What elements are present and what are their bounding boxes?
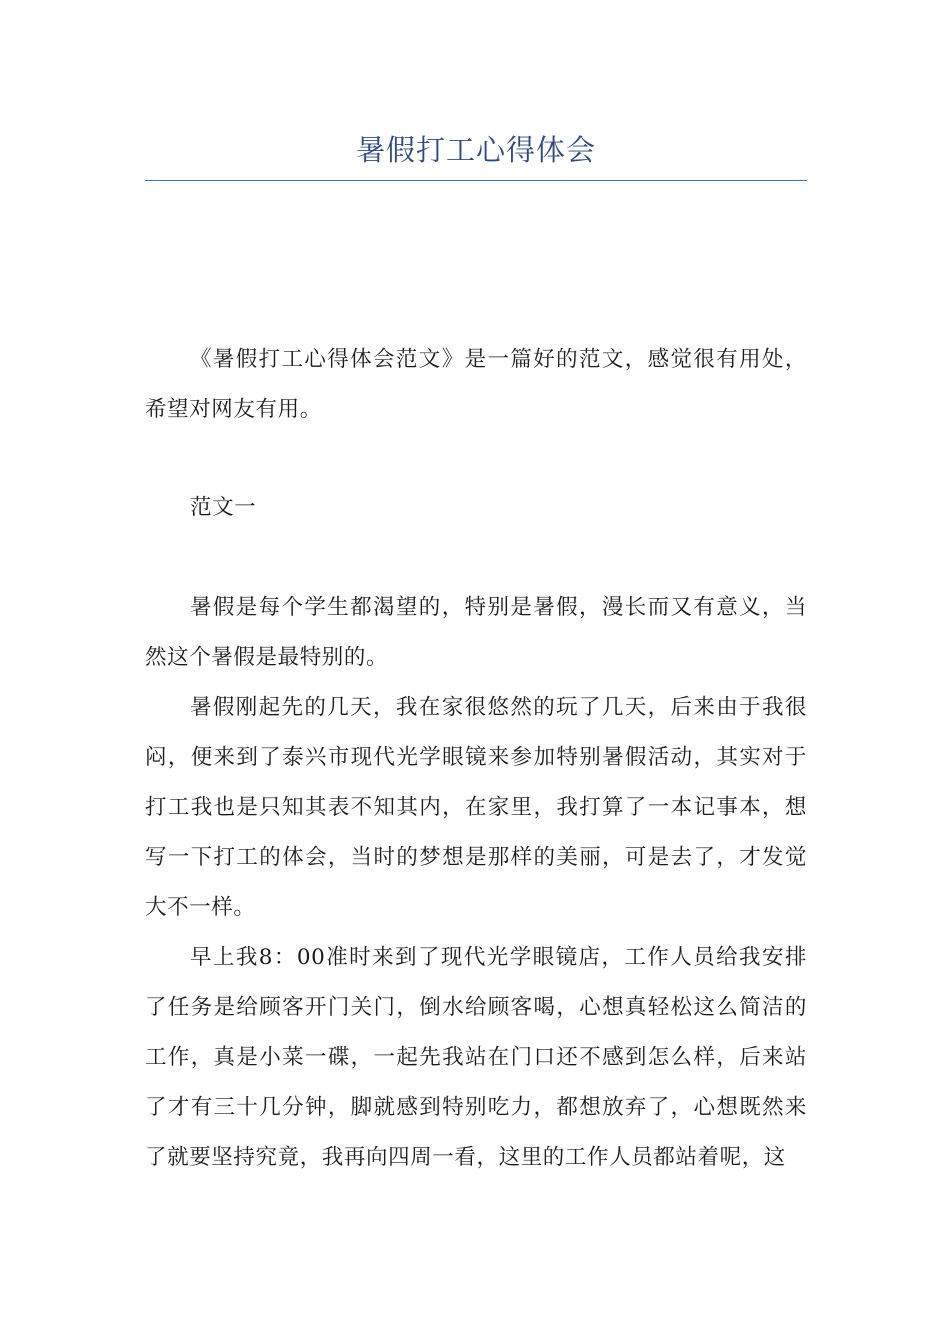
- body-paragraph: 暑假是每个学生都渴望的，特别是暑假，漫长而又有意义，当然这个暑假是最特别的。: [145, 595, 807, 670]
- intro-block: [145, 335, 807, 435]
- body-paragraph: 暑假刚起先的几天，我在家很悠然的玩了几天，后来由于我很闷，便来到了泰兴市现代光学眼镜来参加特别暑假活动，其实对于打工我也是只知其表不知其内，在家里，我打算了一本记事本，想写一下打工的体会，当时的梦想是那样的美丽，可是去了，才发觉大不一样。: [145, 695, 807, 920]
- section-heading: 范文一: [190, 495, 257, 520]
- body-paragraph: 早上我8：00准时来到了现代光学眼镜店，工作人员给我安排了任务是给顾客开门关门，倒水给顾客喝，心想真轻松这么简洁的工作，真是小菜一碟，一起先我站在门口还不感到怎么样，后来站了才有三十几分钟，脚就感到特别吃力，都想放弃了，心想既然来了就要坚持究竟，我再向四周一看，这里的工作人员都站着呢，这: [145, 945, 807, 1170]
- intro-paragraph: 《暑假打工心得体会范文》是一篇好的范文，感觉很有用处，希望对网友有用。: [145, 347, 807, 422]
- section-heading-block: [145, 483, 807, 533]
- document-title: 暑假打工心得体会: [355, 133, 596, 167]
- body-paragraphs: [145, 583, 807, 1183]
- title-underline: [145, 180, 807, 181]
